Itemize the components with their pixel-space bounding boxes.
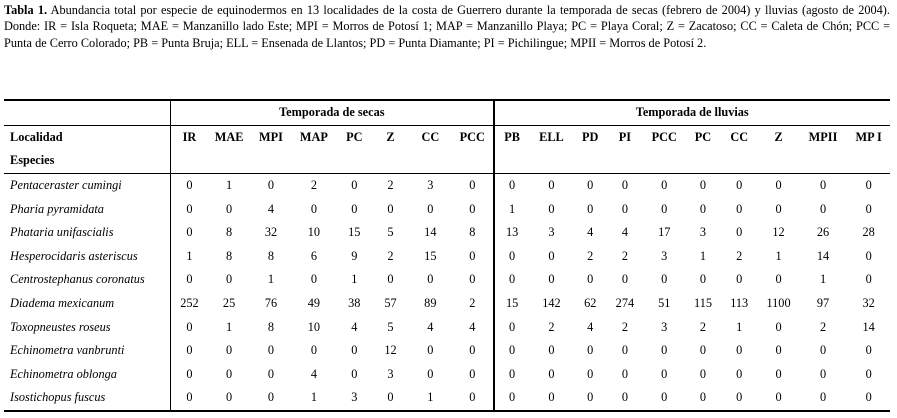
cell-rain: 0 [661, 272, 668, 287]
cell-dry: 0 [225, 201, 233, 216]
cell-dry: 0 [208, 386, 250, 411]
cell-rain: 0 [699, 366, 707, 381]
cell-rain: 0 [699, 201, 707, 216]
cell-rain: 14 [816, 248, 830, 263]
cell-rain: 274 [615, 296, 635, 311]
cell-rain: 2 [587, 248, 594, 263]
cell-rain: 0 [736, 366, 743, 381]
cell-dry: 3 [427, 178, 434, 193]
table-row [4, 386, 890, 411]
cell-dry: 0 [452, 363, 493, 387]
cell-rain: 0 [621, 201, 628, 216]
cell-rain: 0 [509, 366, 516, 381]
locality-header-rain: MP I [847, 125, 890, 149]
cell-rain: 0 [775, 343, 782, 358]
cell-rain: 0 [819, 343, 827, 358]
locality-header-dry: IR [171, 125, 208, 149]
cell-rain: 0 [699, 178, 707, 193]
cell-rain: 0 [530, 386, 573, 411]
cell-rain: 0 [661, 178, 668, 193]
table-row [4, 173, 890, 197]
cell-rain: 0 [621, 366, 628, 381]
cell-dry: 0 [267, 343, 275, 358]
table-caption [4, 2, 890, 51]
cell-rain: 0 [621, 272, 628, 287]
cell-dry: 0 [186, 178, 193, 193]
cell-dry: 0 [186, 319, 193, 334]
table-row [4, 292, 890, 316]
species-name: Pharia pyramidata [4, 197, 171, 221]
cell-dry: 0 [225, 366, 233, 381]
species-name: Pentaceraster cumingi [4, 173, 171, 197]
cell-dry: 10 [307, 319, 321, 334]
cell-rain: 0 [736, 343, 743, 358]
species-name: Diadema mexicanum [4, 292, 171, 316]
cell-rain: 3 [548, 225, 555, 240]
cell-dry: 2 [452, 292, 493, 316]
table-row [4, 268, 890, 292]
cell-rain: 0 [548, 366, 555, 381]
species-name: Phataria unifascialis [4, 221, 171, 245]
cell-dry: 57 [384, 296, 397, 311]
cell-dry: 0 [351, 201, 358, 216]
cell-dry: 0 [267, 366, 275, 381]
locality-header-label: Localidad [4, 125, 171, 149]
cell-rain: 13 [505, 225, 519, 240]
cell-rain: 28 [862, 225, 875, 240]
cell-dry: 0 [452, 268, 493, 292]
species-header-label: Especies [4, 149, 171, 173]
cell-rain: 2 [699, 319, 707, 334]
cell-rain: 0 [509, 319, 516, 334]
cell-rain: 0 [699, 272, 707, 287]
locality-header-rain: ELL [530, 125, 573, 149]
locality-header-rain: PI [607, 125, 642, 149]
cell-dry: 0 [427, 366, 434, 381]
cell-rain: 0 [509, 272, 516, 287]
table-row [4, 339, 890, 363]
cell-rain: 113 [730, 296, 749, 311]
cell-rain: 0 [775, 178, 782, 193]
cell-dry: 0 [186, 201, 193, 216]
cell-rain: 32 [862, 296, 875, 311]
cell-dry: 5 [387, 225, 394, 240]
cell-dry: 0 [427, 201, 434, 216]
cell-rain: 0 [548, 343, 555, 358]
cell-dry: 0 [310, 201, 317, 216]
cell-dry: 2 [387, 248, 394, 263]
cell-rain: 0 [548, 201, 555, 216]
cell-rain: 2 [621, 248, 628, 263]
cell-dry: 4 [452, 315, 493, 339]
cell-dry: 15 [348, 225, 361, 240]
cell-rain: 0 [865, 201, 872, 216]
cell-rain: 12 [772, 225, 785, 240]
cell-rain: 2 [819, 319, 827, 334]
cell-dry: 0 [372, 386, 408, 411]
cell-dry: 0 [427, 343, 434, 358]
cell-dry: 4 [427, 319, 434, 334]
cell-dry: 0 [250, 386, 291, 411]
cell-dry: 0 [310, 272, 317, 287]
cell-rain: 4 [587, 225, 594, 240]
cell-dry: 1 [225, 319, 233, 334]
cell-rain: 2 [621, 319, 628, 334]
locality-header-dry: MAP [292, 125, 336, 149]
locality-header-dry: CC [409, 125, 452, 149]
cell-rain: 0 [621, 178, 628, 193]
cell-rain: 0 [847, 386, 890, 411]
cell-rain: 0 [736, 225, 743, 240]
cell-dry: 8 [267, 319, 275, 334]
locality-header-rain: CC [720, 125, 758, 149]
table-row [4, 245, 890, 269]
cell-dry: 5 [387, 319, 394, 334]
cell-rain: 115 [694, 296, 712, 311]
cell-dry: 0 [452, 386, 493, 411]
cell-rain: 0 [661, 366, 668, 381]
cell-dry: 0 [186, 225, 193, 240]
cell-dry: 8 [225, 225, 233, 240]
cell-rain: 51 [658, 296, 671, 311]
cell-dry: 0 [225, 343, 233, 358]
cell-rain: 0 [819, 201, 827, 216]
cell-dry: 0 [452, 245, 493, 269]
cell-rain: 0 [548, 248, 555, 263]
cell-dry: 8 [267, 248, 275, 263]
season-rain-header: Temporada de lluvias [494, 100, 891, 125]
locality-header-rain: PB [494, 125, 530, 149]
cell-dry: 0 [186, 272, 193, 287]
cell-dry: 14 [424, 225, 437, 240]
cell-rain: 3 [661, 248, 668, 263]
cell-rain: 14 [862, 319, 875, 334]
cell-rain: 0 [573, 386, 607, 411]
cell-dry: 2 [387, 178, 394, 193]
cell-dry: 4 [267, 201, 275, 216]
table-row [4, 221, 890, 245]
table-row [4, 315, 890, 339]
cell-dry: 2 [310, 178, 317, 193]
cell-dry: 1 [292, 386, 336, 411]
cell-dry: 4 [310, 366, 317, 381]
table-row [4, 363, 890, 387]
cell-dry: 0 [310, 343, 317, 358]
cell-rain: 0 [587, 343, 594, 358]
season-header-row [4, 100, 890, 125]
cell-rain: 1 [736, 319, 743, 334]
cell-rain: 0 [865, 272, 872, 287]
cell-dry: 89 [424, 296, 437, 311]
cell-rain: 3 [699, 225, 707, 240]
cell-rain: 17 [658, 225, 671, 240]
species-name: Isostichopus fuscus [4, 386, 171, 411]
cell-dry: 0 [351, 178, 358, 193]
species-name: Echinometra vanbrunti [4, 339, 171, 363]
locality-header-rain: Z [758, 125, 798, 149]
caption-label: Tabla 1. [4, 3, 48, 17]
cell-rain: 0 [865, 366, 872, 381]
cell-dry: 0 [452, 339, 493, 363]
cell-dry: 12 [384, 343, 397, 358]
cell-rain: 2 [548, 319, 555, 334]
cell-rain: 0 [736, 272, 743, 287]
cell-rain: 0 [587, 178, 594, 193]
cell-dry: 1 [409, 386, 452, 411]
cell-dry: 0 [186, 343, 193, 358]
cell-dry: 76 [264, 296, 278, 311]
cell-rain: 0 [587, 366, 594, 381]
cell-rain: 0 [587, 201, 594, 216]
cell-rain: 4 [587, 319, 594, 334]
table-row [4, 197, 890, 221]
cell-dry: 15 [424, 248, 437, 263]
cell-rain: 0 [865, 178, 872, 193]
season-dry-header: Temporada de secas [171, 100, 494, 125]
cell-dry: 4 [351, 319, 358, 334]
cell-dry: 0 [387, 201, 394, 216]
cell-rain: 0 [720, 386, 758, 411]
cell-rain: 0 [607, 386, 642, 411]
locality-header-rain: PCC [642, 125, 685, 149]
cell-rain: 142 [542, 296, 561, 311]
cell-rain: 0 [509, 178, 516, 193]
cell-rain: 0 [587, 272, 594, 287]
cell-rain: 0 [621, 343, 628, 358]
cell-dry: 49 [307, 296, 321, 311]
cell-dry: 32 [264, 225, 278, 240]
cell-rain: 1100 [766, 296, 791, 311]
cell-rain: 3 [661, 319, 668, 334]
cell-dry: 10 [307, 225, 321, 240]
cell-rain: 2 [736, 248, 743, 263]
cell-dry: 0 [171, 386, 208, 411]
cell-dry: 0 [351, 343, 358, 358]
cell-rain: 1 [699, 248, 707, 263]
locality-header-rain: MPII [799, 125, 848, 149]
cell-rain: 0 [509, 343, 516, 358]
cell-dry: 252 [180, 296, 199, 311]
locality-header-row [4, 125, 890, 149]
locality-header-rain: PC [686, 125, 720, 149]
cell-dry: 0 [225, 272, 233, 287]
cell-dry: 0 [387, 272, 394, 287]
species-header-row [4, 149, 890, 173]
cell-dry: 3 [336, 386, 372, 411]
cell-rain: 0 [819, 178, 827, 193]
cell-rain: 0 [509, 248, 516, 263]
locality-header-dry: PC [336, 125, 372, 149]
cell-dry: 8 [452, 221, 493, 245]
cell-dry: 8 [225, 248, 233, 263]
cell-dry: 6 [310, 248, 317, 263]
locality-header-dry: Z [372, 125, 408, 149]
cell-dry: 0 [452, 173, 493, 197]
cell-rain: 0 [865, 343, 872, 358]
caption-text: Abundancia total por especie de equinodermos en 13 localidades de la costa de Guerrero durante la temporada de secas (febrero de 2004) y lluvias (agosto de 2004). Donde: IR = Isla Roqueta; MAE = Manzanillo lado Este; MPI = Morros de Potosí 1; MAP = Manzanillo Playa; PC = Playa Coral; Z = Zacatoso; CC = Caleta de Chón; PCC = Punta de Cerro Colorado; PB = Punta Bruja; ELL = Ensenada de Llantos; PD = Punta Diamante; PI = Pichilingue; MPII = Morros de Potosí 2. [4, 3, 890, 50]
cell-rain: 0 [819, 366, 827, 381]
cell-rain: 1 [509, 201, 516, 216]
cell-rain: 0 [494, 386, 530, 411]
cell-dry: 0 [452, 197, 493, 221]
locality-header-dry: MPI [250, 125, 291, 149]
cell-rain: 0 [775, 366, 782, 381]
cell-dry: 0 [267, 178, 275, 193]
species-name: Centrostephanus coronatus [4, 268, 171, 292]
locality-header-dry: PCC [452, 125, 493, 149]
cell-rain: 0 [775, 272, 782, 287]
cell-dry: 38 [348, 296, 361, 311]
cell-rain: 0 [865, 248, 872, 263]
cell-dry: 1 [186, 248, 193, 263]
cell-rain: 62 [584, 296, 597, 311]
cell-dry: 1 [267, 272, 275, 287]
cell-dry: 25 [222, 296, 236, 311]
cell-rain: 0 [736, 201, 743, 216]
cell-rain: 0 [736, 178, 743, 193]
cell-rain: 26 [816, 225, 830, 240]
locality-header-rain: PD [573, 125, 607, 149]
locality-header-dry: MAE [208, 125, 250, 149]
cell-rain: 0 [548, 178, 555, 193]
cell-rain: 0 [661, 201, 668, 216]
cell-dry: 0 [351, 366, 358, 381]
cell-rain: 0 [799, 386, 848, 411]
species-name: Toxopneustes roseus [4, 315, 171, 339]
cell-rain: 0 [642, 386, 685, 411]
cell-rain: 0 [686, 386, 720, 411]
species-name: Hesperocidaris asteriscus [4, 245, 171, 269]
cell-dry: 0 [427, 272, 434, 287]
cell-dry: 0 [186, 366, 193, 381]
cell-dry: 1 [351, 272, 358, 287]
cell-dry: 3 [387, 366, 394, 381]
cell-rain: 0 [699, 343, 707, 358]
cell-rain: 1 [775, 248, 782, 263]
cell-dry: 9 [351, 248, 358, 263]
cell-rain: 4 [621, 225, 628, 240]
cell-rain: 0 [758, 386, 798, 411]
cell-rain: 0 [548, 272, 555, 287]
cell-rain: 0 [775, 201, 782, 216]
cell-dry: 1 [225, 178, 233, 193]
cell-rain: 15 [505, 296, 519, 311]
abundance-table [4, 99, 890, 412]
cell-rain: 1 [819, 272, 827, 287]
cell-rain: 0 [775, 319, 782, 334]
cell-rain: 0 [661, 343, 668, 358]
species-name: Echinometra oblonga [4, 363, 171, 387]
cell-rain: 97 [816, 296, 830, 311]
